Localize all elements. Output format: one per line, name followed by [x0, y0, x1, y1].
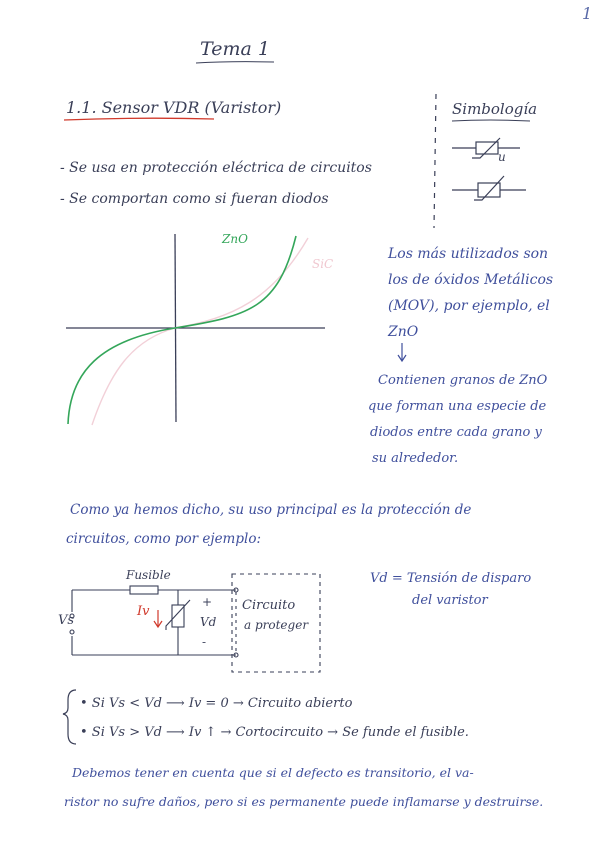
note-line-1: Los más utilizados son [388, 246, 549, 262]
iv-arrow [154, 610, 162, 627]
graph-label-sic: SiC [312, 257, 334, 271]
cases-brace [63, 690, 76, 744]
section-underline [64, 118, 214, 120]
bullet-1: - Se usa en protección eléctrica de circuitos [60, 160, 372, 176]
circuit-fusible-label: Fusible [126, 568, 171, 582]
circuit-box-line-1: Circuito [242, 598, 296, 613]
grains-line-2: que forman una especie de [368, 399, 547, 414]
vd-definition-line-2: del varistor [412, 593, 488, 608]
vd-definition-line-1: Vd = Tensión de disparo [370, 571, 532, 586]
sic-curve [92, 238, 308, 425]
bullet-2: - Se comportan como si fueran diodos [60, 191, 329, 207]
case-line-2: • Si Vs > Vd ⟶ Iv ↑ → Cortocircuito → Se funde el fusible. [80, 725, 469, 740]
section-heading: 1.1. Sensor VDR (Varistor) [66, 98, 282, 117]
page-number: 1 [582, 4, 593, 23]
varistor-symbol-2 [452, 176, 526, 200]
circuit-vd-label: Vd [200, 615, 217, 629]
title-underline [196, 62, 274, 63]
circuit-plus-label: + [202, 595, 213, 609]
symbology-label: Simbología [452, 100, 538, 118]
note-line-2: los de óxidos Metálicos [388, 272, 554, 288]
page-title: Tema 1 [200, 38, 270, 60]
intro-line-1: Como ya hemos dicho, su uso principal es la protección de [70, 502, 472, 518]
circuit-minus-label: - [202, 635, 207, 649]
note-line-3: (MOV), por ejemplo, el [388, 298, 550, 314]
grains-line-4: su alrededor. [372, 451, 459, 466]
circuit-box-line-2: a proteger [244, 618, 309, 632]
circuit-diagram [70, 574, 320, 672]
varistor-symbol-1 [452, 138, 520, 158]
circuit-iv-label: Iv [137, 604, 150, 619]
note-line-4: ZnO [388, 324, 419, 340]
symbol-letter: u [498, 150, 506, 164]
symbology-separator [434, 94, 436, 228]
final-line-2: ristor no sufre daños, pero si es permanente puede inflamarse y destruirse. [64, 794, 544, 809]
grains-line-1: Contienen granos de ZnO [378, 373, 548, 388]
final-line-1: Debemos tener en cuenta que si el defecto es transitorio, el va- [72, 765, 474, 780]
note-arrow [398, 343, 406, 361]
symbology-underline [452, 120, 530, 121]
grains-line-3: diodos entre cada grano y [370, 425, 542, 440]
intro-line-2: circuitos, como por ejemplo: [66, 531, 261, 547]
zno-curve [68, 236, 296, 424]
circuit-vs-label: Vs [58, 613, 75, 628]
graph-label-zno: ZnO [222, 232, 248, 246]
case-line-1: • Si Vs < Vd ⟶ Iv = 0 → Circuito abierto [80, 696, 353, 711]
